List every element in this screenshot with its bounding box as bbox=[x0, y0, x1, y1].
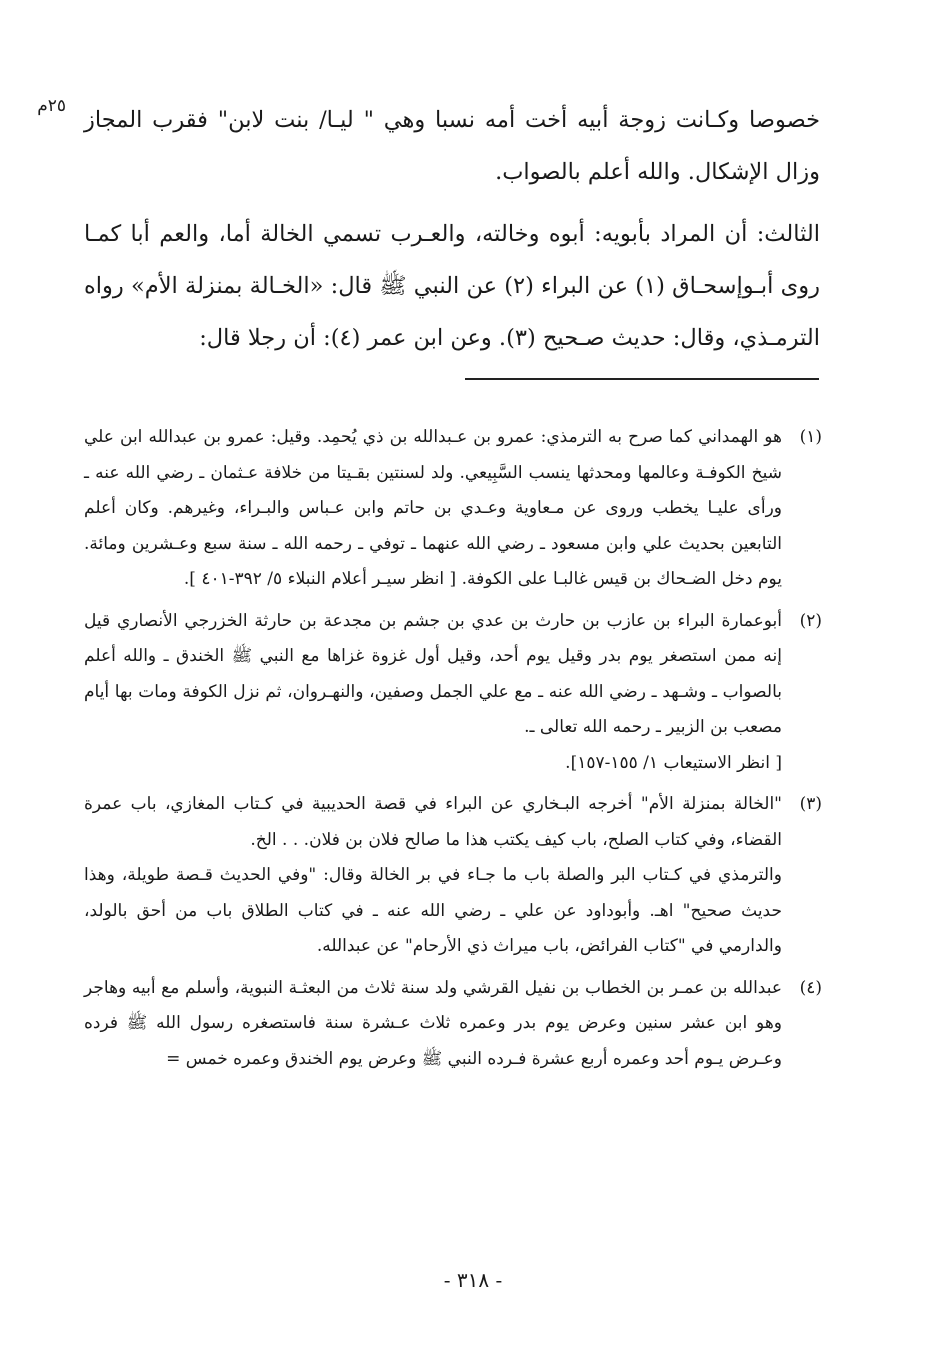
footnote bbox=[84, 787, 822, 965]
footnote-separator bbox=[465, 378, 819, 380]
footnote-number: (١) bbox=[799, 427, 822, 447]
footnotes bbox=[84, 420, 822, 1083]
footnote-text: والترمذي في كـتاب البر والصلة باب ما جـاء في بر الخالة وقال: "وفي الحديث قـصة طويلة، وهذا حديث صحيح" اهـ. وأبوداود عن علي ـ رضي الله عنه ـ في كتاب الطلاق باب من أحق بالولد، والدارمي في "كتاب الفرائض، باب ميراث ذي الأرحام" عن عبدالله. bbox=[84, 865, 782, 956]
margin-note: ٢٥م bbox=[37, 96, 66, 116]
footnote-text: عبدالله بن عمـر بن الخطاب بن نفيل القرشي ولد سنة ثلاث من البعثـة النبوية، وأسلم مع أبيه وهاجر وهو ابن عشر سنين وعرض يوم بدر وعمره ثلاث عـشرة سنة فاستصغره رسول الله ﷺ فرده وعـرض يـوم أحد وعمره أربع عشرة فـرده النبي ﷺ وعرض يوم الخندق وعمره خمس = bbox=[84, 977, 782, 1069]
footnote-number: (٣) bbox=[799, 794, 822, 814]
footnote bbox=[84, 420, 822, 598]
footnote-text: هو الهمداني كما صرح به الترمذي: عمرو بن عـبدالله بن ذي يُحمِد. وقيل: عمرو بن عبدالله ابن علي شيخ الكوفـة وعالمها ومحدثها ينسب السَّبِيعي. ولد لسنتين بقـيتا من خلافة عـثمان ـ رضي الله عنه ـ ورأى عليـا يخطب وروى عن مـعاوية وعـدي بن حاتم وابن عـباس والبـراء، وغيرهم. وكان أعلم التابعين بحديث علي وابن مسعود ـ رضي الله عنهما ـ توفي ـ رحمه الله ـ سنة سبع وعـشرين ومائة. يوم دخل الضـحاك بن قيس غالبـا على الكوفة. [ انظر سيـر أعلام النبلاء ٥/ ٣٩٢-٤٠١ ]. bbox=[84, 427, 782, 589]
main-paragraph: الثالث: أن المراد بأبويه: أبوه وخالته، والعـرب تسمي الخالة أما، والعم أبا كمـا روى أبـوإسحـاق (١) عن البراء (٢) عن النبي ﷺ قال: «الخـالة بمنزلة الأم» رواه الترمـذي، وقال: حديث صـحيح (٣). وعن ابن عمر (٤): أن رجلا قال: bbox=[84, 221, 820, 351]
footnote bbox=[84, 971, 822, 1078]
footnote-number: (٤) bbox=[799, 977, 822, 998]
footnote-text: أبوعمارة البراء بن عازب بن حارث بن عدي بن جشم بن مجدعة بن حارثة الخزرجي الأنصاري قيل إنه ممن استصغر يوم بدر وقيل يوم أحد، وقيل أول غزوة غزاها مع النبي ﷺ الخندق ـ والله أعلم بالصواب ـ وشـهد ـ رضي الله عنه ـ مع علي الجمل وصفين، والنهـروان، ثم نزل الكوفة ومات بها أيام مصعب بن الزبير ـ رحمه الله تعالى ـ. bbox=[84, 610, 782, 737]
footnote-text: "الخالة بمنزلة الأم" أخرجه البـخاري عن البراء في قصة الحديبية في كـتاب المغازي، باب عمرة القضاء، وفي كتاب الصلح، باب كيف يكتب هذا ما صالح فلان بن فلان. . . الخ. bbox=[84, 794, 782, 850]
footnote bbox=[84, 604, 822, 782]
footnote-number: (٢) bbox=[799, 610, 822, 631]
footnote-reference: [ انظر الاستيعاب ١/ ١٥٥-١٥٧]. bbox=[565, 752, 782, 773]
main-text bbox=[84, 94, 820, 364]
main-paragraph: خصوصا وكـانت زوجة أبيه أخت أمه نسبا وهي " ليـا/ بنت لابن" فقرب المجاز وزال الإشكال. والله أعلم بالصواب. bbox=[84, 107, 820, 185]
page-number: - ٣١٨ - bbox=[443, 1268, 503, 1292]
